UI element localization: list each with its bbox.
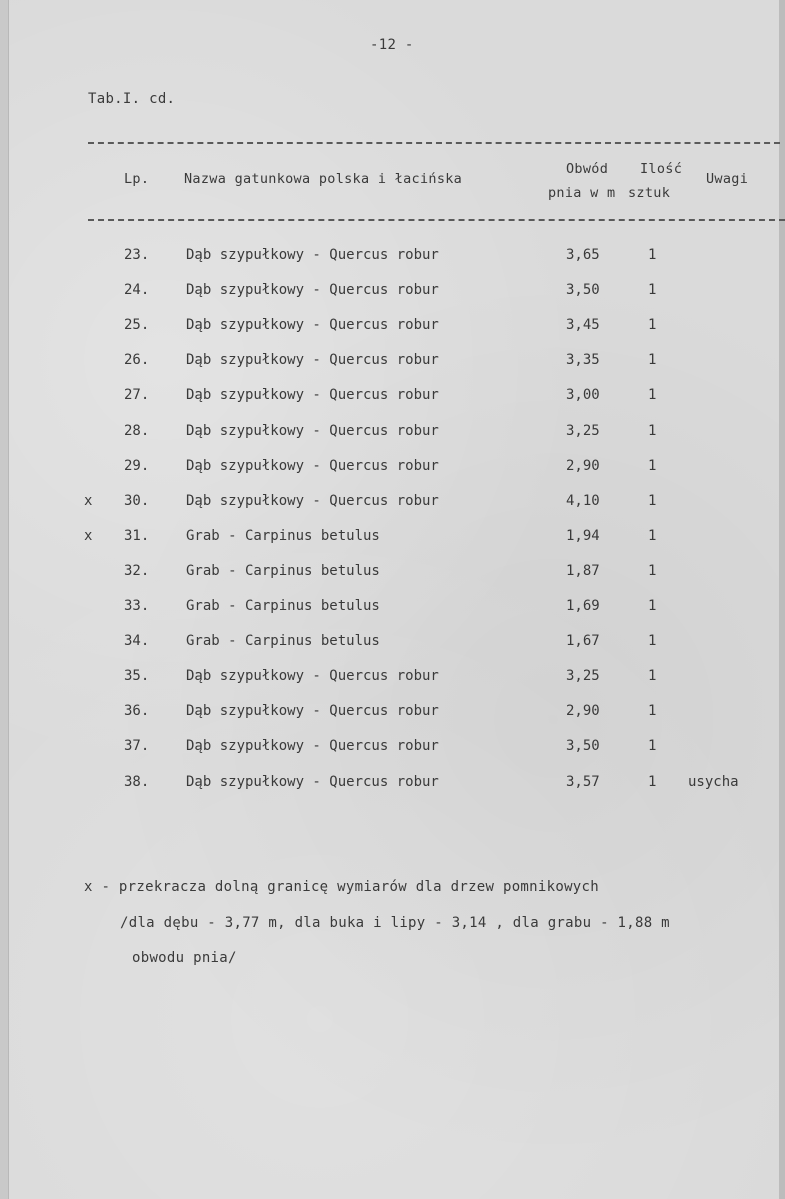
row-circumference: 3,45 xyxy=(566,317,600,334)
row-species: Dąb szypułkowy - Quercus robur xyxy=(186,457,439,474)
table-row xyxy=(0,703,785,727)
table-row xyxy=(0,282,785,306)
table-row xyxy=(0,387,785,411)
row-mark: x xyxy=(84,527,93,544)
row-number: 38. xyxy=(124,773,150,790)
row-number: 33. xyxy=(124,598,150,614)
row-species: Dąb szypułkowy - Quercus robur xyxy=(186,247,439,263)
row-quantity: 1 xyxy=(648,633,657,650)
row-quantity: 1 xyxy=(648,738,657,755)
row-species: Dąb szypułkowy - Quercus robur xyxy=(186,352,439,369)
row-number: 35. xyxy=(124,668,150,685)
table-row xyxy=(0,528,785,552)
row-quantity: 1 xyxy=(648,317,657,334)
page-number: -12 - xyxy=(370,37,414,53)
table-row xyxy=(0,668,785,692)
row-circumference: 1,87 xyxy=(566,562,600,579)
row-number: 23. xyxy=(124,247,150,263)
row-quantity: 1 xyxy=(648,562,657,579)
table-row xyxy=(0,352,785,376)
footnote-line-1: x - przekracza dolną granicę wymiarów dla drzew pomnikowych xyxy=(84,879,599,895)
row-quantity: 1 xyxy=(648,282,657,299)
row-mark: x xyxy=(84,492,93,509)
row-species: Grab - Carpinus betulus xyxy=(186,562,380,579)
header-top-rule xyxy=(88,142,780,144)
table-row xyxy=(0,738,785,762)
row-circumference: 3,25 xyxy=(566,422,600,439)
table-row xyxy=(0,458,785,482)
row-species: Grab - Carpinus betulus xyxy=(186,527,380,544)
row-quantity: 1 xyxy=(648,703,657,720)
row-species: Dąb szypułkowy - Quercus robur xyxy=(186,738,439,755)
row-quantity: 1 xyxy=(648,422,657,439)
row-species: Grab - Carpinus betulus xyxy=(186,598,380,614)
row-species: Dąb szypułkowy - Quercus robur xyxy=(186,492,439,509)
row-circumference: 3,00 xyxy=(566,387,600,404)
row-quantity: 1 xyxy=(648,598,657,614)
row-number: 24. xyxy=(124,282,150,299)
row-species: Dąb szypułkowy - Quercus robur xyxy=(186,282,439,299)
table-row xyxy=(0,493,785,517)
header-quantity-line1: Ilość xyxy=(640,161,683,177)
row-number: 28. xyxy=(124,422,150,439)
row-circumference: 3,65 xyxy=(566,247,600,263)
row-circumference: 3,50 xyxy=(566,282,600,299)
footnote-line-3: obwodu pnia/ xyxy=(132,950,237,966)
table-row xyxy=(0,247,785,271)
row-species: Dąb szypułkowy - Quercus robur xyxy=(186,668,439,685)
row-circumference: 3,25 xyxy=(566,668,600,685)
row-number: 34. xyxy=(124,633,150,650)
row-quantity: 1 xyxy=(648,773,657,790)
header-remarks: Uwagi xyxy=(706,171,749,187)
row-species: Dąb szypułkowy - Quercus robur xyxy=(186,773,439,790)
row-circumference: 1,94 xyxy=(566,527,600,544)
header-circumference-line1: Obwód xyxy=(566,161,609,177)
row-number: 25. xyxy=(124,317,150,334)
row-circumference: 1,69 xyxy=(566,598,600,614)
row-number: 37. xyxy=(124,738,150,755)
row-number: 30. xyxy=(124,492,150,509)
row-number: 26. xyxy=(124,352,150,369)
row-quantity: 1 xyxy=(648,527,657,544)
table-title: Tab.I. cd. xyxy=(88,91,176,107)
row-quantity: 1 xyxy=(648,492,657,509)
row-quantity: 1 xyxy=(648,247,657,263)
table-row xyxy=(0,563,785,587)
header-quantity-line2: sztuk xyxy=(628,185,671,201)
row-number: 31. xyxy=(124,527,150,544)
row-circumference: 2,90 xyxy=(566,703,600,720)
row-circumference: 3,50 xyxy=(566,738,600,755)
row-species: Dąb szypułkowy - Quercus robur xyxy=(186,703,439,720)
table-row xyxy=(0,423,785,447)
table-row xyxy=(0,774,785,798)
row-circumference: 3,35 xyxy=(566,352,600,369)
header-species-name: Nazwa gatunkowa polska i łacińska xyxy=(184,171,463,187)
row-circumference: 3,57 xyxy=(566,773,600,790)
row-species: Grab - Carpinus betulus xyxy=(186,633,380,650)
row-quantity: 1 xyxy=(648,668,657,685)
row-species: Dąb szypułkowy - Quercus robur xyxy=(186,387,439,404)
row-circumference: 4,10 xyxy=(566,492,600,509)
row-number: 36. xyxy=(124,703,150,720)
footnote-line-2: /dla dębu - 3,77 m, dla buka i lipy - 3,14 , dla grabu - 1,88 m xyxy=(120,915,670,931)
header-circumference-line2: pnia w m xyxy=(548,185,616,201)
row-remark: usycha xyxy=(688,773,739,790)
row-number: 29. xyxy=(124,457,150,474)
row-quantity: 1 xyxy=(648,387,657,404)
table-row xyxy=(0,598,785,622)
row-species: Dąb szypułkowy - Quercus robur xyxy=(186,422,439,439)
row-quantity: 1 xyxy=(648,457,657,474)
header-bottom-rule xyxy=(88,219,785,221)
header-lp: Lp. xyxy=(124,171,150,187)
row-number: 27. xyxy=(124,387,150,404)
row-quantity: 1 xyxy=(648,352,657,369)
row-circumference: 1,67 xyxy=(566,633,600,650)
row-circumference: 2,90 xyxy=(566,457,600,474)
row-species: Dąb szypułkowy - Quercus robur xyxy=(186,317,439,334)
table-row xyxy=(0,317,785,341)
row-number: 32. xyxy=(124,562,150,579)
table-row xyxy=(0,633,785,657)
